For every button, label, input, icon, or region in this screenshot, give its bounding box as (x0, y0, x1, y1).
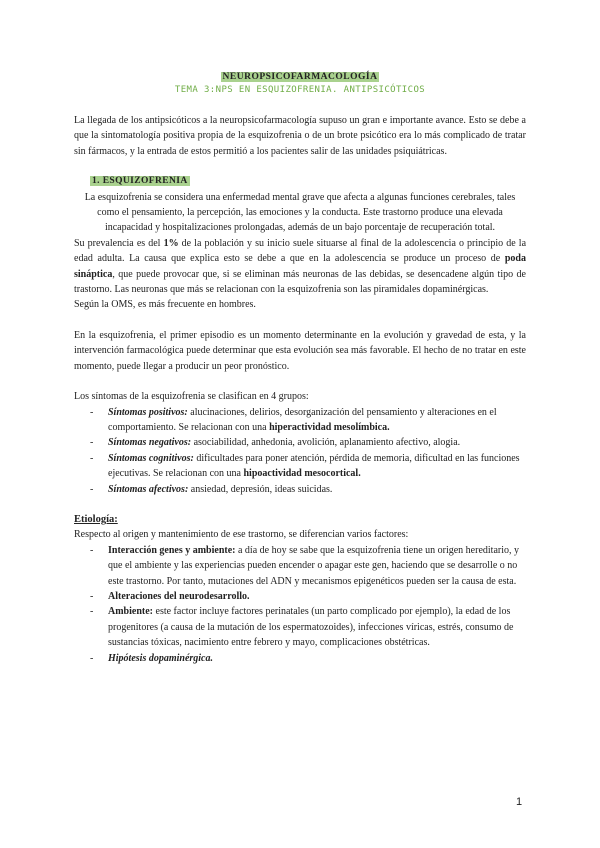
page-number: 1 (516, 796, 523, 808)
oms-paragraph: Según la OMS, es más frecuente en hombres. (74, 299, 256, 311)
prevalence-paragraph: Su prevalencia es del 1% de la población y su inicio suele situarse al final de la adolescencia o principio de la edad adulta. La causa que explica esto se debe a que en la adolescencia se produce un proceso de poda sináptica, que puede provocar que, si se eliminan más neuronas de las debidas, se desencadene algún tipo de trastorno. Las neuronas que más se relacionan con la esquizofrenia son las piramidales dopaminérgicas. (74, 237, 527, 296)
intro-paragraph: La llegada de los antipsicóticos a la neuropsicofarmacología supuso un gran e importante avance. Esto se debe a que la sintomatología positiva propia de la esquizofrenia o de un brote psicótico era lo más complicado de tratar sin fármacos, y la entrada de estos permitió a los pacientes salir de las unidades psiquiátricas. (74, 115, 526, 157)
list-item: - Síntomas negativos: asociabilidad, anhedonia, avolición, aplanamiento afectivo, alogia. (74, 435, 526, 450)
definition-paragraph: La esquizofrenia se considera una enfermedad mental grave que afecta a algunas funciones cerebrales, tales como el pensamiento, la percepción, las emociones y la conducta. Este trastorno produce una elevada incapacidad y hospitalizaciones prolongadas, además de un bajo porcentaje de recuperación total. (84, 191, 516, 234)
etiology-list (74, 543, 526, 666)
document-body (74, 113, 526, 666)
symptoms-list (74, 405, 526, 497)
list-item: - Síntomas positivos: alucinaciones, delirios, desorganización del pensamiento y alteraciones en el comportamiento. Se relacionan con una hiperactividad mesolímbica. (74, 405, 526, 436)
document-subtitle: TEMA 3:NPS EN ESQUIZOFRENIA. ANTIPSICÓTICOS (174, 85, 426, 95)
list-item: - Ambiente: este factor incluye factores perinatales (un parto complicado por ejemplo), la edad de los progenitores (a causa de la mutación de los espermatozoides), infecciones víricas, estrés, consumo de sustancias tóxicas, nacimiento entre febrero y mayo, complicaciones obstétricas. (74, 604, 526, 650)
list-item: - Alteraciones del neurodesarrollo. (74, 589, 526, 604)
list-item: - Hipótesis dopaminérgica. (74, 651, 526, 666)
document-title: NEUROPSICOFARMACOLOGÍA (222, 72, 378, 82)
etiology-heading: Etiología: (74, 513, 118, 525)
etiology-intro: Respecto al origen y mantenimiento de ese trastorno, se diferencian varios factores: (74, 529, 409, 541)
first-episode-paragraph: En la esquizofrenia, el primer episodio es un momento determinante en la evolución y gravedad de esta, y la intervención farmacológica puede determinar que esta evolución sea más favorable. El hecho de no tratar en este momento, puede llegar a producir un peor pronóstico. (74, 329, 526, 372)
list-item: - Síntomas afectivos: ansiedad, depresión, ideas suicidas. (74, 482, 526, 497)
symptoms-intro: Los síntomas de la esquizofrenia se clasifican en 4 grupos: (74, 391, 309, 403)
section-heading: 1. ESQUIZOFRENIA (92, 176, 188, 187)
list-item: - Síntomas cognitivos: dificultades para poner atención, pérdida de memoria, dificultad en las funciones ejecutivas. Se relacionan con una hipoactividad mesocortical. (74, 451, 526, 482)
list-item: - Interacción genes y ambiente: a día de hoy se sabe que la esquizofrenia tiene un origen hereditario, y que el ambiente y las experiencias pueden encender o apagar este gen, haciendo que se desarrolle o no este trastorno. Por tanto, mutaciones del ADN y mecanismos epigenéticos pueden ser la causa de esta. (74, 543, 526, 589)
